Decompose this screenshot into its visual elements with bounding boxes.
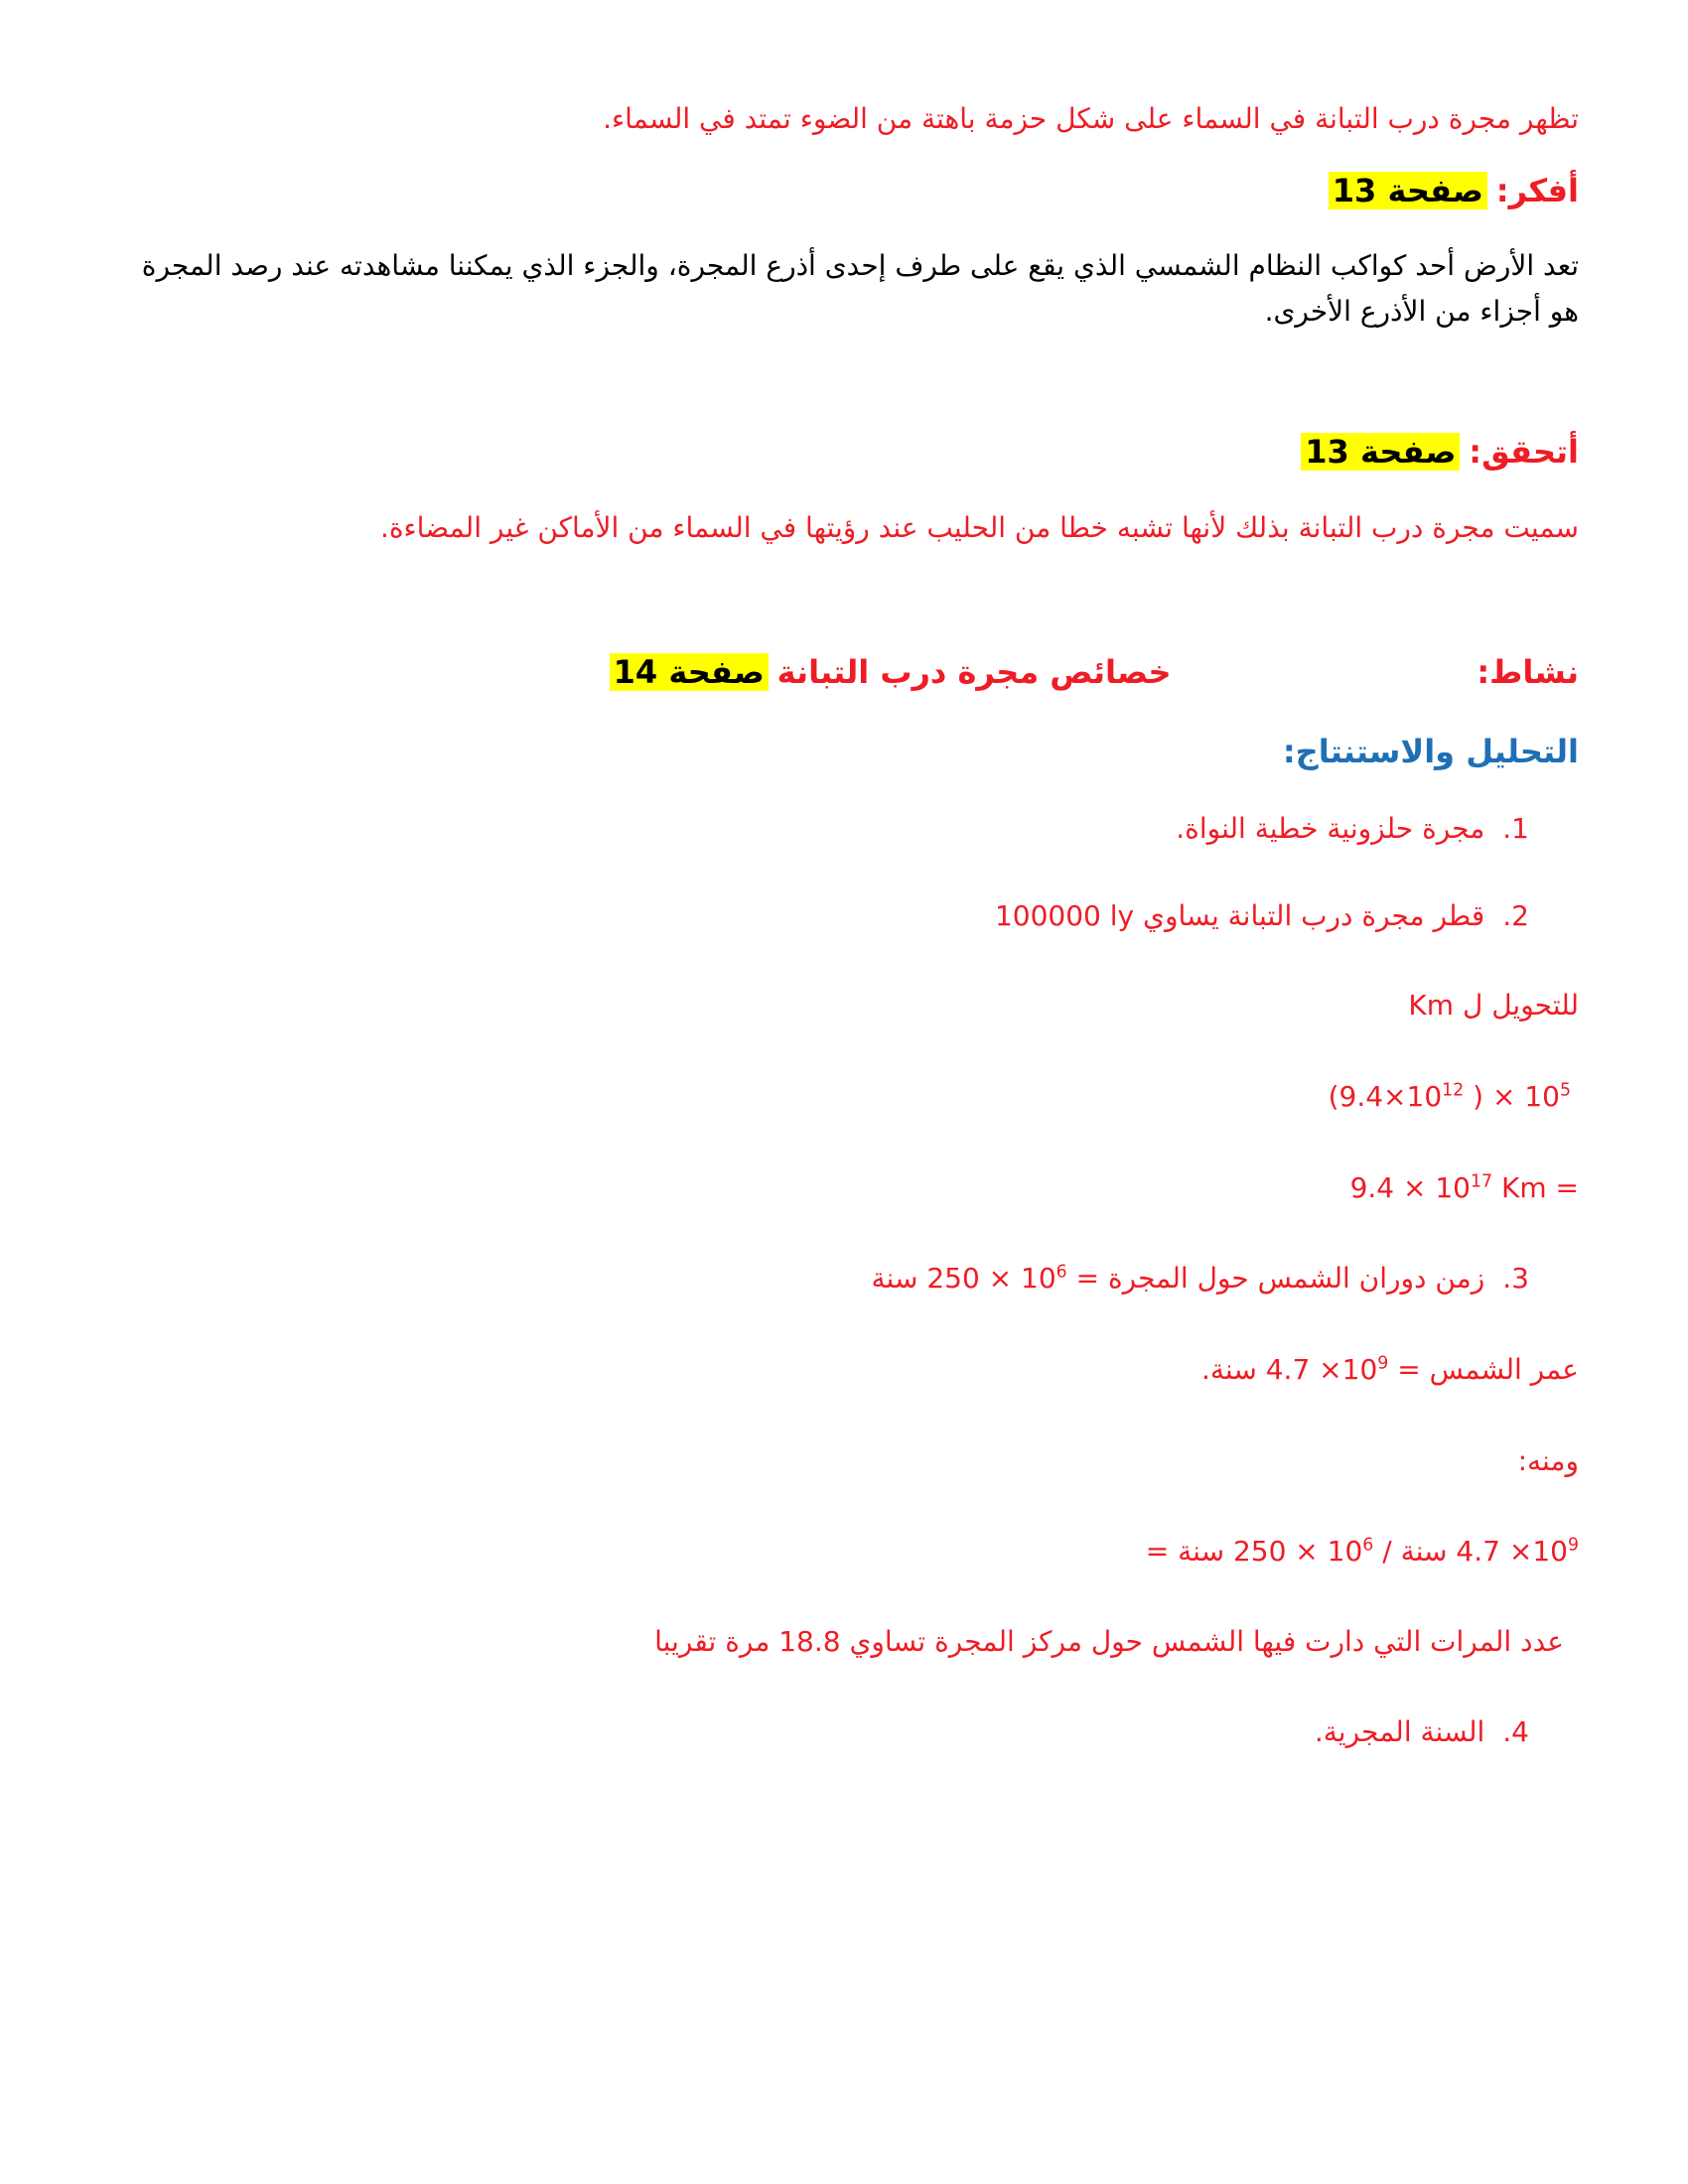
division-b-exponent: 6	[1362, 1535, 1374, 1556]
analysis-item-2	[995, 896, 1529, 936]
item-2-text: قطر مجرة درب التبانة يساوي	[1143, 899, 1485, 932]
calc-2-a: 9.4 × 10	[1349, 1171, 1471, 1204]
item-2-value: 100000 ly	[994, 899, 1135, 932]
division-unit-2: سنة =	[1145, 1535, 1225, 1568]
calc-1-a: (9.4×10	[1328, 1080, 1443, 1113]
check-text: سميت مجرة درب التبانة بذلك لأنها تشبه خطا من الحليب عند رؤيتها في السماء من الأماكن غير المضاءة.	[379, 511, 1579, 544]
activity-heading	[109, 652, 1579, 694]
analysis-item-4	[1315, 1712, 1529, 1752]
item-1-text: مجرة حلزونية خطية النواة.	[1176, 812, 1485, 845]
activity-label: نشاط:	[1477, 653, 1579, 691]
convert-text: للتحويل ل Km	[1408, 989, 1579, 1022]
hence-text: ومنه:	[1517, 1444, 1579, 1477]
activity-title: خصائص مجرة درب التبانة	[776, 653, 1172, 691]
sun-age-value: 4.7 ×10	[1265, 1353, 1378, 1386]
calc-line-2	[1350, 1168, 1579, 1208]
intro-text: تظهر مجرة درب التبانة في السماء على شكل حزمة باهتة من الضوء تمتد في السماء.	[603, 102, 1579, 135]
think-label: أفكر:	[1495, 172, 1579, 209]
division-line	[1146, 1532, 1579, 1571]
sun-age-exponent: 9	[1377, 1353, 1389, 1374]
item-3-number: 3.	[1502, 1262, 1529, 1295]
analysis-item-1	[1176, 809, 1529, 849]
item-2-number: 2.	[1502, 899, 1529, 932]
analysis-heading: التحليل والاستنتاج:	[1282, 733, 1579, 770]
item-3-exponent: 6	[1055, 1262, 1067, 1283]
analysis-item-3	[871, 1259, 1529, 1298]
item-3-text: زمن دوران الشمس حول المجرة =	[1075, 1262, 1485, 1295]
division-b: 250 × 10	[1232, 1535, 1363, 1568]
item-4-number: 4.	[1502, 1715, 1529, 1748]
think-text: تعد الأرض أحد كواكب النظام الشمسي الذي يقع على طرف إحدى أذرع المجرة، والجزء الذي يمكننا مشاهدته عند رصد المجرة هو أجزاء من الأذرع الأخرى.	[141, 249, 1579, 328]
calc-line-1	[1329, 1077, 1571, 1117]
check-heading	[1301, 432, 1579, 474]
division-unit-1: سنة /	[1382, 1535, 1448, 1568]
item-4-text: السنة المجرية.	[1314, 1715, 1485, 1748]
division-a: 4.7 ×10	[1456, 1535, 1568, 1568]
check-page-ref: صفحة 13	[1301, 433, 1460, 471]
sun-age-unit: سنة.	[1201, 1353, 1257, 1386]
item-3-value-base: 250 ×	[926, 1262, 1022, 1295]
result-text: عدد المرات التي دارت فيها الشمس حول مركز المجرة تساوي 18.8 مرة تقريبا	[654, 1625, 1564, 1658]
calc-2-exponent: 17	[1471, 1171, 1493, 1192]
sun-age-line	[1201, 1350, 1579, 1390]
activity-page-ref: صفحة 14	[610, 653, 769, 691]
think-page-ref: صفحة 13	[1329, 172, 1487, 209]
sun-age-label: عمر الشمس =	[1397, 1353, 1579, 1386]
check-label: أتحقق:	[1469, 433, 1579, 471]
calc-1-b-exponent: 5	[1559, 1080, 1571, 1101]
item-3-value	[926, 1259, 1066, 1298]
calc-1-b: ) × 10	[1464, 1080, 1560, 1113]
think-heading	[1329, 171, 1579, 212]
division-a-exponent: 9	[1567, 1535, 1579, 1556]
item-3-unit: سنة	[871, 1262, 918, 1295]
item-1-number: 1.	[1502, 812, 1529, 845]
calc-2-b: Km =	[1492, 1171, 1579, 1204]
item-3-value-power: 10	[1021, 1262, 1056, 1295]
calc-1-a-exponent: 12	[1442, 1080, 1465, 1101]
